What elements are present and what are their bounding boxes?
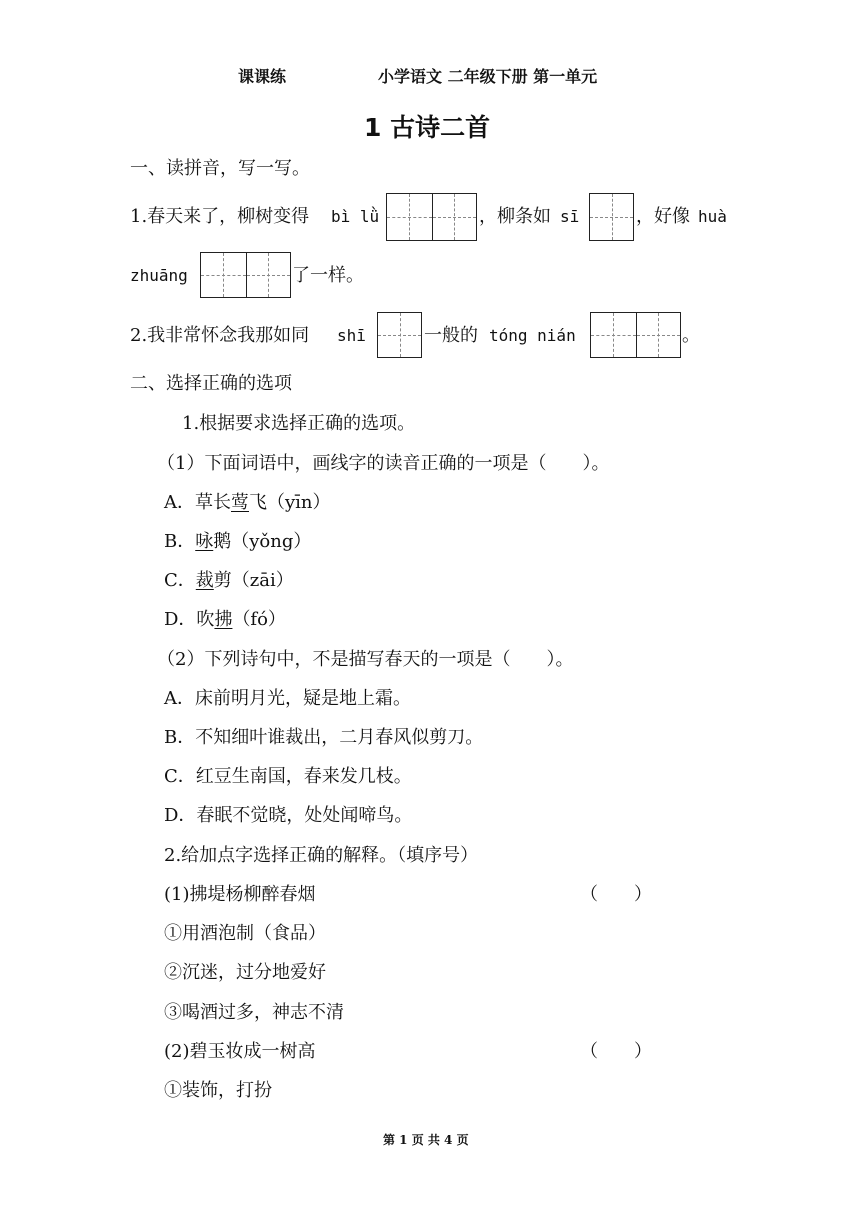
poem2-option-1: ①装饰，打扮 — [164, 1080, 272, 1101]
mc1-option-c[interactable]: C．裁剪（zāi） — [164, 570, 294, 591]
page-title: 1 古诗二首 — [364, 113, 491, 142]
poem1-option-2: ②沉迷，过分地爱好 — [164, 962, 326, 983]
q1-pinyin-bilu: bì lǜ — [331, 207, 380, 226]
mc2-option-a[interactable]: A．床前明月光，疑是地上霜。 — [164, 688, 411, 709]
poem1-answer-bracket[interactable]: （ ） — [580, 884, 652, 905]
underlined-char: 拂 — [214, 609, 233, 630]
section1-heading: 一、读拼音，写一写。 — [130, 158, 310, 179]
answer-box-tongnian[interactable] — [590, 312, 681, 358]
q2-part2: 一般的 — [424, 325, 478, 346]
poem1-option-1: ①用酒泡制（食品） — [164, 923, 326, 944]
mc2-option-d[interactable]: D．春眠不觉晓，处处闻啼鸟。 — [164, 805, 413, 826]
mc1-stem: （1）下面词语中，画线字的读音正确的一项是（ ）。 — [157, 453, 610, 474]
section2-heading: 二、选择正确的选项 — [130, 373, 292, 394]
answer-box-si[interactable] — [589, 193, 634, 241]
q1-pinyin-si: sī — [560, 207, 580, 226]
page-footer: 第 1 页 共 4 页 — [383, 1133, 469, 1147]
poem1-option-3: ③喝酒过多，神志不清 — [164, 1002, 344, 1023]
mc2-stem: （2）下列诗句中，不是描写春天的一项是（ ）。 — [157, 649, 574, 670]
mc1-option-d[interactable]: D．吹拂（fó） — [164, 609, 286, 630]
section2-sub2: 2.给加点字选择正确的解释。（填序号） — [164, 845, 479, 866]
underlined-char: 咏 — [195, 531, 214, 552]
q1-part3: ，好像 — [636, 206, 690, 227]
q2-pinyin-tongnian: tóng nián — [489, 326, 576, 345]
q1-part1: 1.春天来了，柳树变得 — [130, 206, 310, 227]
underlined-char: 裁 — [195, 570, 214, 591]
mc2-option-b[interactable]: B．不知细叶谁裁出，二月春风似剪刀。 — [164, 727, 484, 748]
q1-part4: 了一样。 — [292, 265, 364, 286]
q2-part1: 2.我非常怀念我那如同 — [130, 325, 310, 346]
answer-box-bilu[interactable] — [386, 193, 477, 241]
q2-pinyin-shi: shī — [337, 326, 366, 345]
q1-pinyin-hua: huà — [698, 207, 727, 226]
header-right: 小学语文 二年级下册 第一单元 — [378, 67, 598, 86]
section2-sub1: 1.根据要求选择正确的选项。 — [182, 413, 416, 434]
poem1-stem: (1)拂堤杨柳醉春烟 — [164, 884, 316, 905]
underlined-char: 莺 — [231, 492, 249, 513]
mc2-option-c[interactable]: C．红豆生南国，春来发几枝。 — [164, 766, 412, 787]
answer-box-huazhuang[interactable] — [200, 252, 291, 298]
answer-box-shi[interactable] — [377, 312, 422, 358]
q1-part2: ，柳条如 — [479, 206, 551, 227]
header-left: 课课练 — [238, 67, 287, 86]
q1-pinyin-zhuang: zhuāng — [130, 266, 188, 285]
poem2-answer-bracket[interactable]: （ ） — [580, 1041, 652, 1062]
mc1-option-b[interactable]: B．咏鹅（yǒng） — [164, 531, 312, 552]
mc1-option-a[interactable]: A．草长莺飞（yīn） — [164, 492, 331, 513]
q2-part3: 。 — [682, 325, 700, 346]
poem2-stem: (2)碧玉妆成一树高 — [164, 1041, 316, 1062]
